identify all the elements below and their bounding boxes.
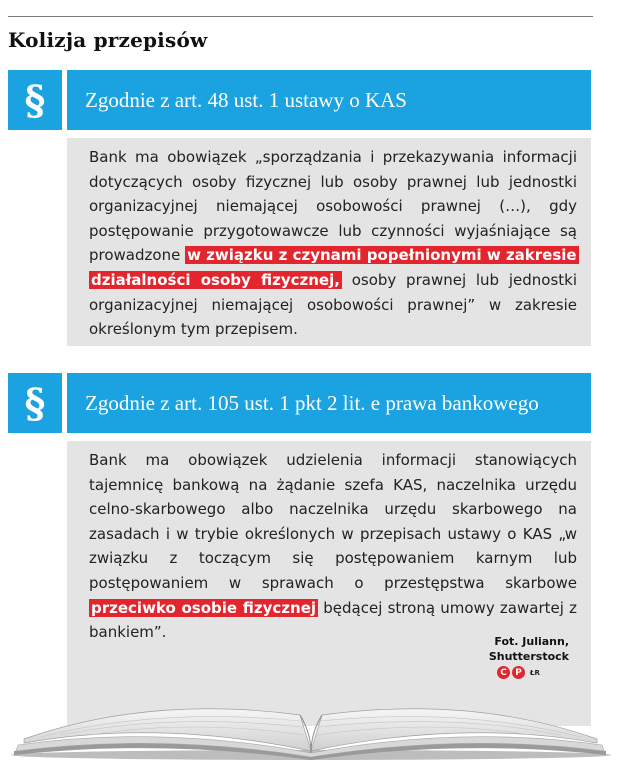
- author-initials: ŁR: [530, 668, 540, 677]
- open-book-icon: [0, 655, 621, 760]
- credit-line-2: Shutterstock: [488, 650, 569, 663]
- section-2-paragraph: [89, 448, 577, 645]
- section-2-heading: Zgodnie z art. 105 ust. 1 pkt 2 lit. e prawa bankowego: [67, 373, 591, 433]
- paragraph-section-icon: §: [8, 70, 62, 130]
- section-2-text-before: Bank ma obowiązek udzielenia informacji stanowiących tajemnicę bankową na żądanie szefa KAS, naczelnika urzędu celno-skarbowego albo naczelnika urzędu skarbowego na zasadach i w trybie określonych w przepisach ustawy o KAS „w związku z toczącym się postępowaniem karnym lub postępowaniem w sprawach o przestępstwa skarbowe: [89, 451, 577, 592]
- section-1-text-before: Bank ma obowiązek „sporządzania i przekazywania informacji dotyczących osoby fizycznej lub osoby prawnej lub jednostki organizacyjnej niemającej osobowości prawnej (…), gdy postępowanie przygotowawcze lub czynności wyjaśniające są prowadzone: [89, 148, 577, 265]
- section-1-heading: Zgodnie z art. 48 ust. 1 ustawy o KAS: [67, 70, 591, 130]
- section-1-highlight: w związku z czynami popełnionymi w zakresie działalności osoby fizycznej,: [91, 246, 577, 289]
- credit-line-1: Fot. Juliann,: [494, 635, 569, 648]
- section-2-text-after: będącej stroną umowy zawartej z bankiem”.: [89, 598, 578, 642]
- section-1-text-after: osoby prawnej lub jednostki organizacyjnej niemającej osobowości prawnej” w zakresie określonym tym przepisem.: [89, 270, 577, 339]
- page-title: Kolizja przepisów: [8, 28, 208, 52]
- top-divider: [8, 16, 593, 17]
- section-1-paragraph: [89, 145, 577, 342]
- copyright-p-icon: P: [512, 666, 525, 679]
- paragraph-section-icon: §: [8, 373, 62, 433]
- section-2-highlight: przeciwko osobie fizycznej: [91, 598, 317, 617]
- copyright-c-icon: C: [497, 666, 510, 679]
- section-1-body: [67, 138, 591, 346]
